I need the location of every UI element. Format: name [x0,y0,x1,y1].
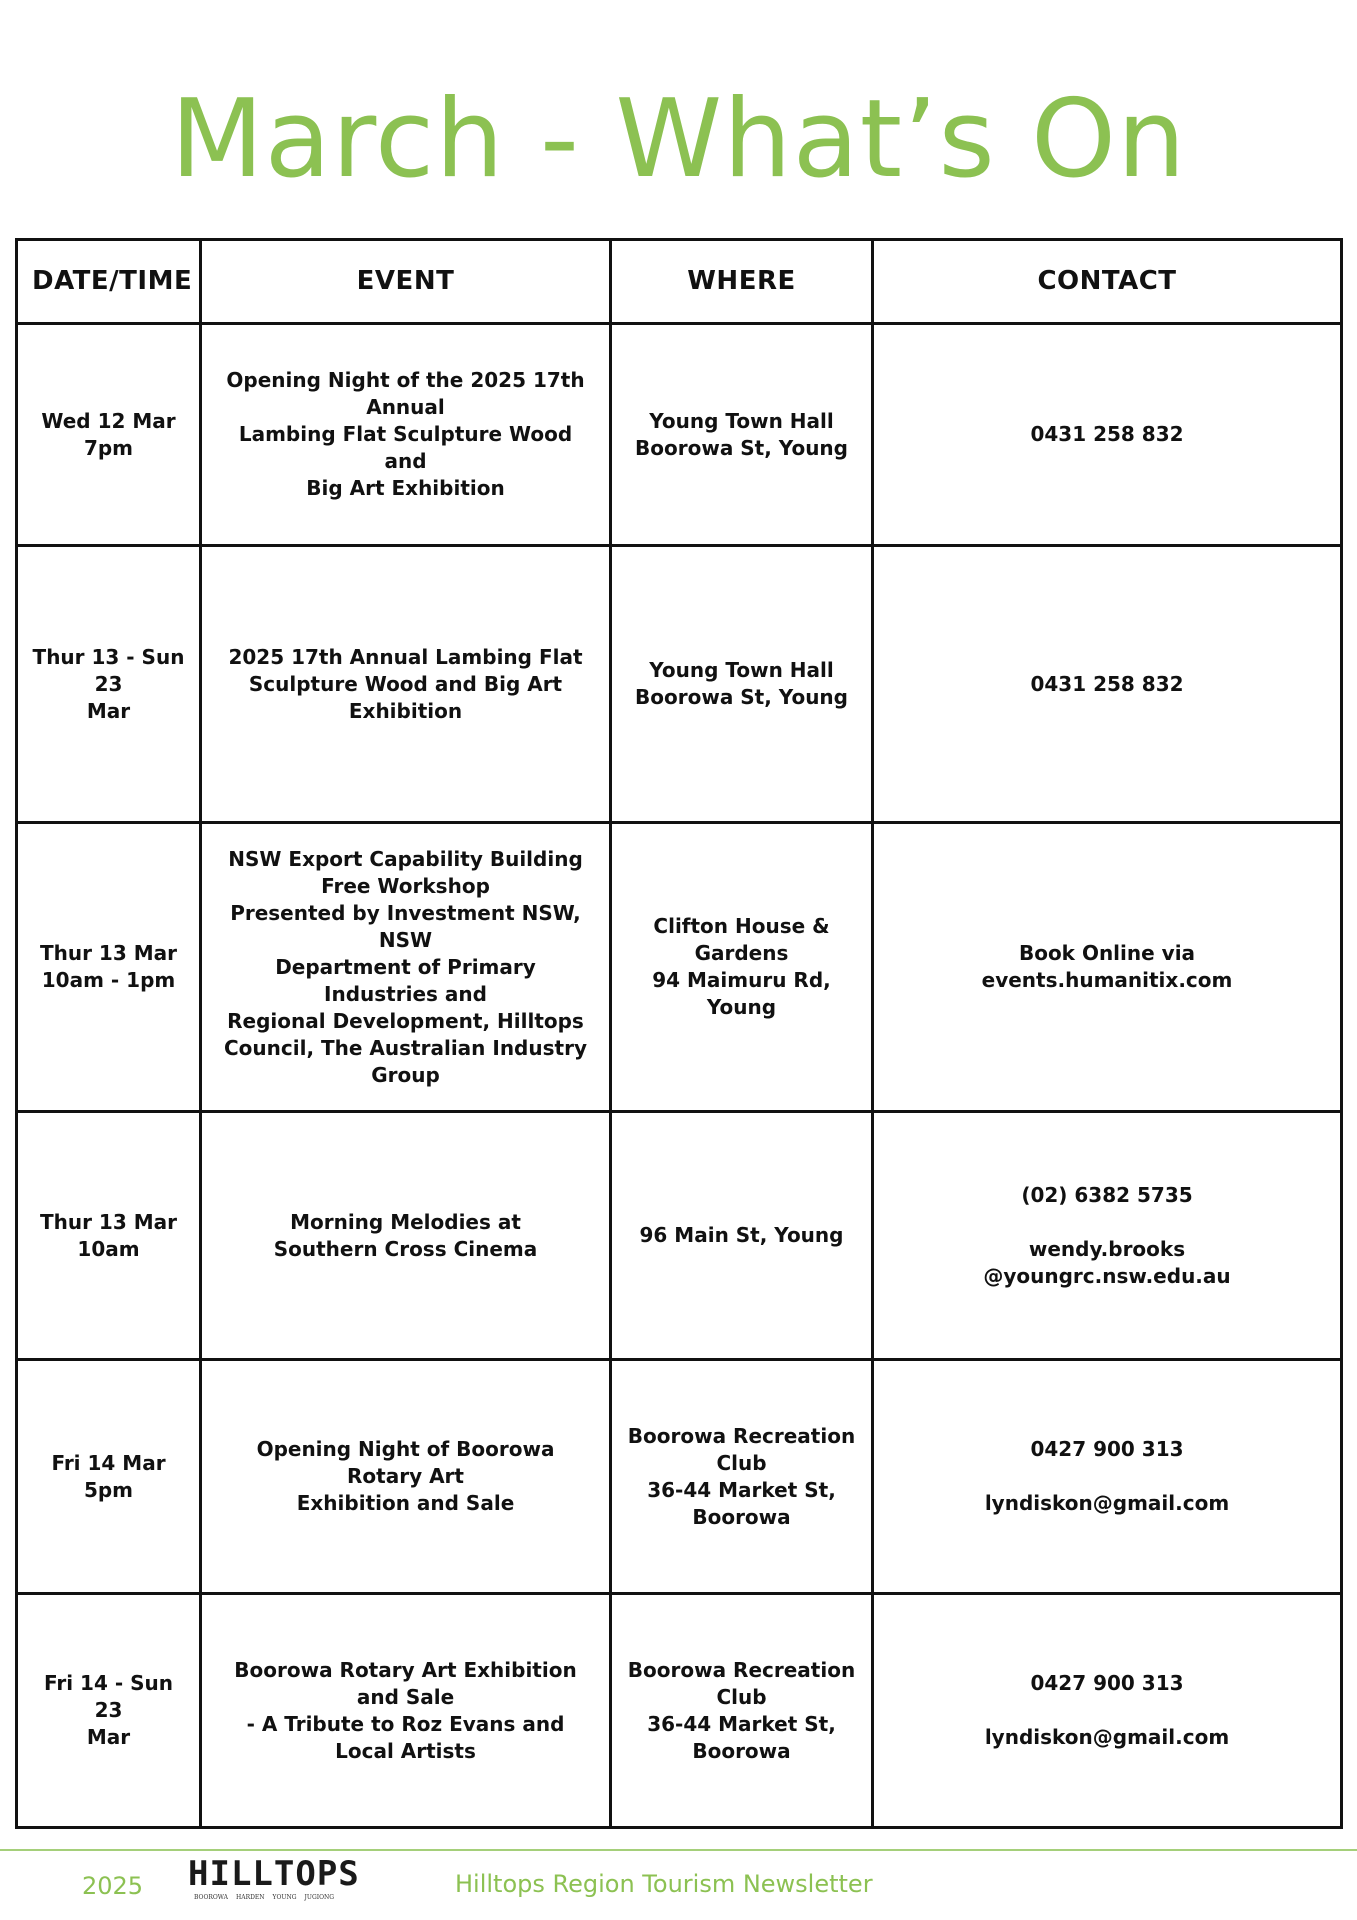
table-header-row [17,240,1342,324]
logo-town: HARDEN [236,1894,265,1901]
cell-where: 96 Main St, Young [611,1112,873,1360]
logo-towns [188,1893,338,1903]
cell-where: Clifton House & Gardens 94 Maimuru Rd, Young [611,823,873,1112]
cell-contact: (02) 6382 5735 wendy.brooks @youngrc.nsw.edu.au [873,1112,1342,1360]
cell-event: Opening Night of Boorowa Rotary Art Exhibition and Sale [201,1360,611,1594]
table-row [17,324,1342,546]
table-row [17,1112,1342,1360]
cell-event: Boorowa Rotary Art Exhibition and Sale - A Tribute to Roz Evans and Local Artists [201,1594,611,1828]
footer-newsletter-title: Hilltops Region Tourism Newsletter [455,1870,873,1898]
events-table [15,238,1343,1829]
logo-town: JUGIONG [304,1894,335,1901]
logo-town: YOUNG [272,1894,297,1901]
cell-event: NSW Export Capability Building Free Workshop Presented by Investment NSW, NSW Department of Primary Industries and Regional Development, Hilltops Council, The Australian Industry Group [201,823,611,1112]
cell-date-time: Thur 13 Mar 10am [17,1112,201,1360]
table-row [17,823,1342,1112]
table-row [17,546,1342,823]
cell-where: Young Town Hall Boorowa St, Young [611,546,873,823]
header-event: EVENT [201,240,611,324]
header-contact: CONTACT [873,240,1342,324]
cell-contact: 0431 258 832 [873,546,1342,823]
cell-event: Morning Melodies at Southern Cross Cinema [201,1112,611,1360]
cell-date-time: Thur 13 - Sun 23 Mar [17,546,201,823]
cell-contact: 0427 900 313 lyndiskon@gmail.com [873,1360,1342,1594]
cell-contact: Book Online via events.humanitix.com [873,823,1342,1112]
cell-date-time: Fri 14 - Sun 23 Mar [17,1594,201,1828]
cell-date-time: Wed 12 Mar 7pm [17,324,201,546]
header-date-time: DATE/TIME [17,240,201,324]
cell-date-time: Thur 13 Mar 10am - 1pm [17,823,201,1112]
cell-contact: 0427 900 313 lyndiskon@gmail.com [873,1594,1342,1828]
cell-event: 2025 17th Annual Lambing Flat Sculpture Wood and Big Art Exhibition [201,546,611,823]
cell-event: Opening Night of the 2025 17th Annual Lambing Flat Sculpture Wood and Big Art Exhibition [201,324,611,546]
hilltops-logo [188,1854,360,1913]
footer-year: 2025 [82,1872,144,1900]
logo-wordmark: HILLTOPS [188,1854,360,1894]
footer-divider [0,1849,1357,1851]
cell-where: Young Town Hall Boorowa St, Young [611,324,873,546]
table-row [17,1360,1342,1594]
cell-contact: 0431 258 832 [873,324,1342,546]
cell-date-time: Fri 14 Mar 5pm [17,1360,201,1594]
page-title: March - What’s On [170,77,1187,202]
table-row [17,1594,1342,1828]
cell-where: Boorowa Recreation Club 36-44 Market St, Boorowa [611,1594,873,1828]
logo-town: BOOROWA [194,1894,228,1901]
cell-where: Boorowa Recreation Club 36-44 Market St, Boorowa [611,1360,873,1594]
header-where: WHERE [611,240,873,324]
